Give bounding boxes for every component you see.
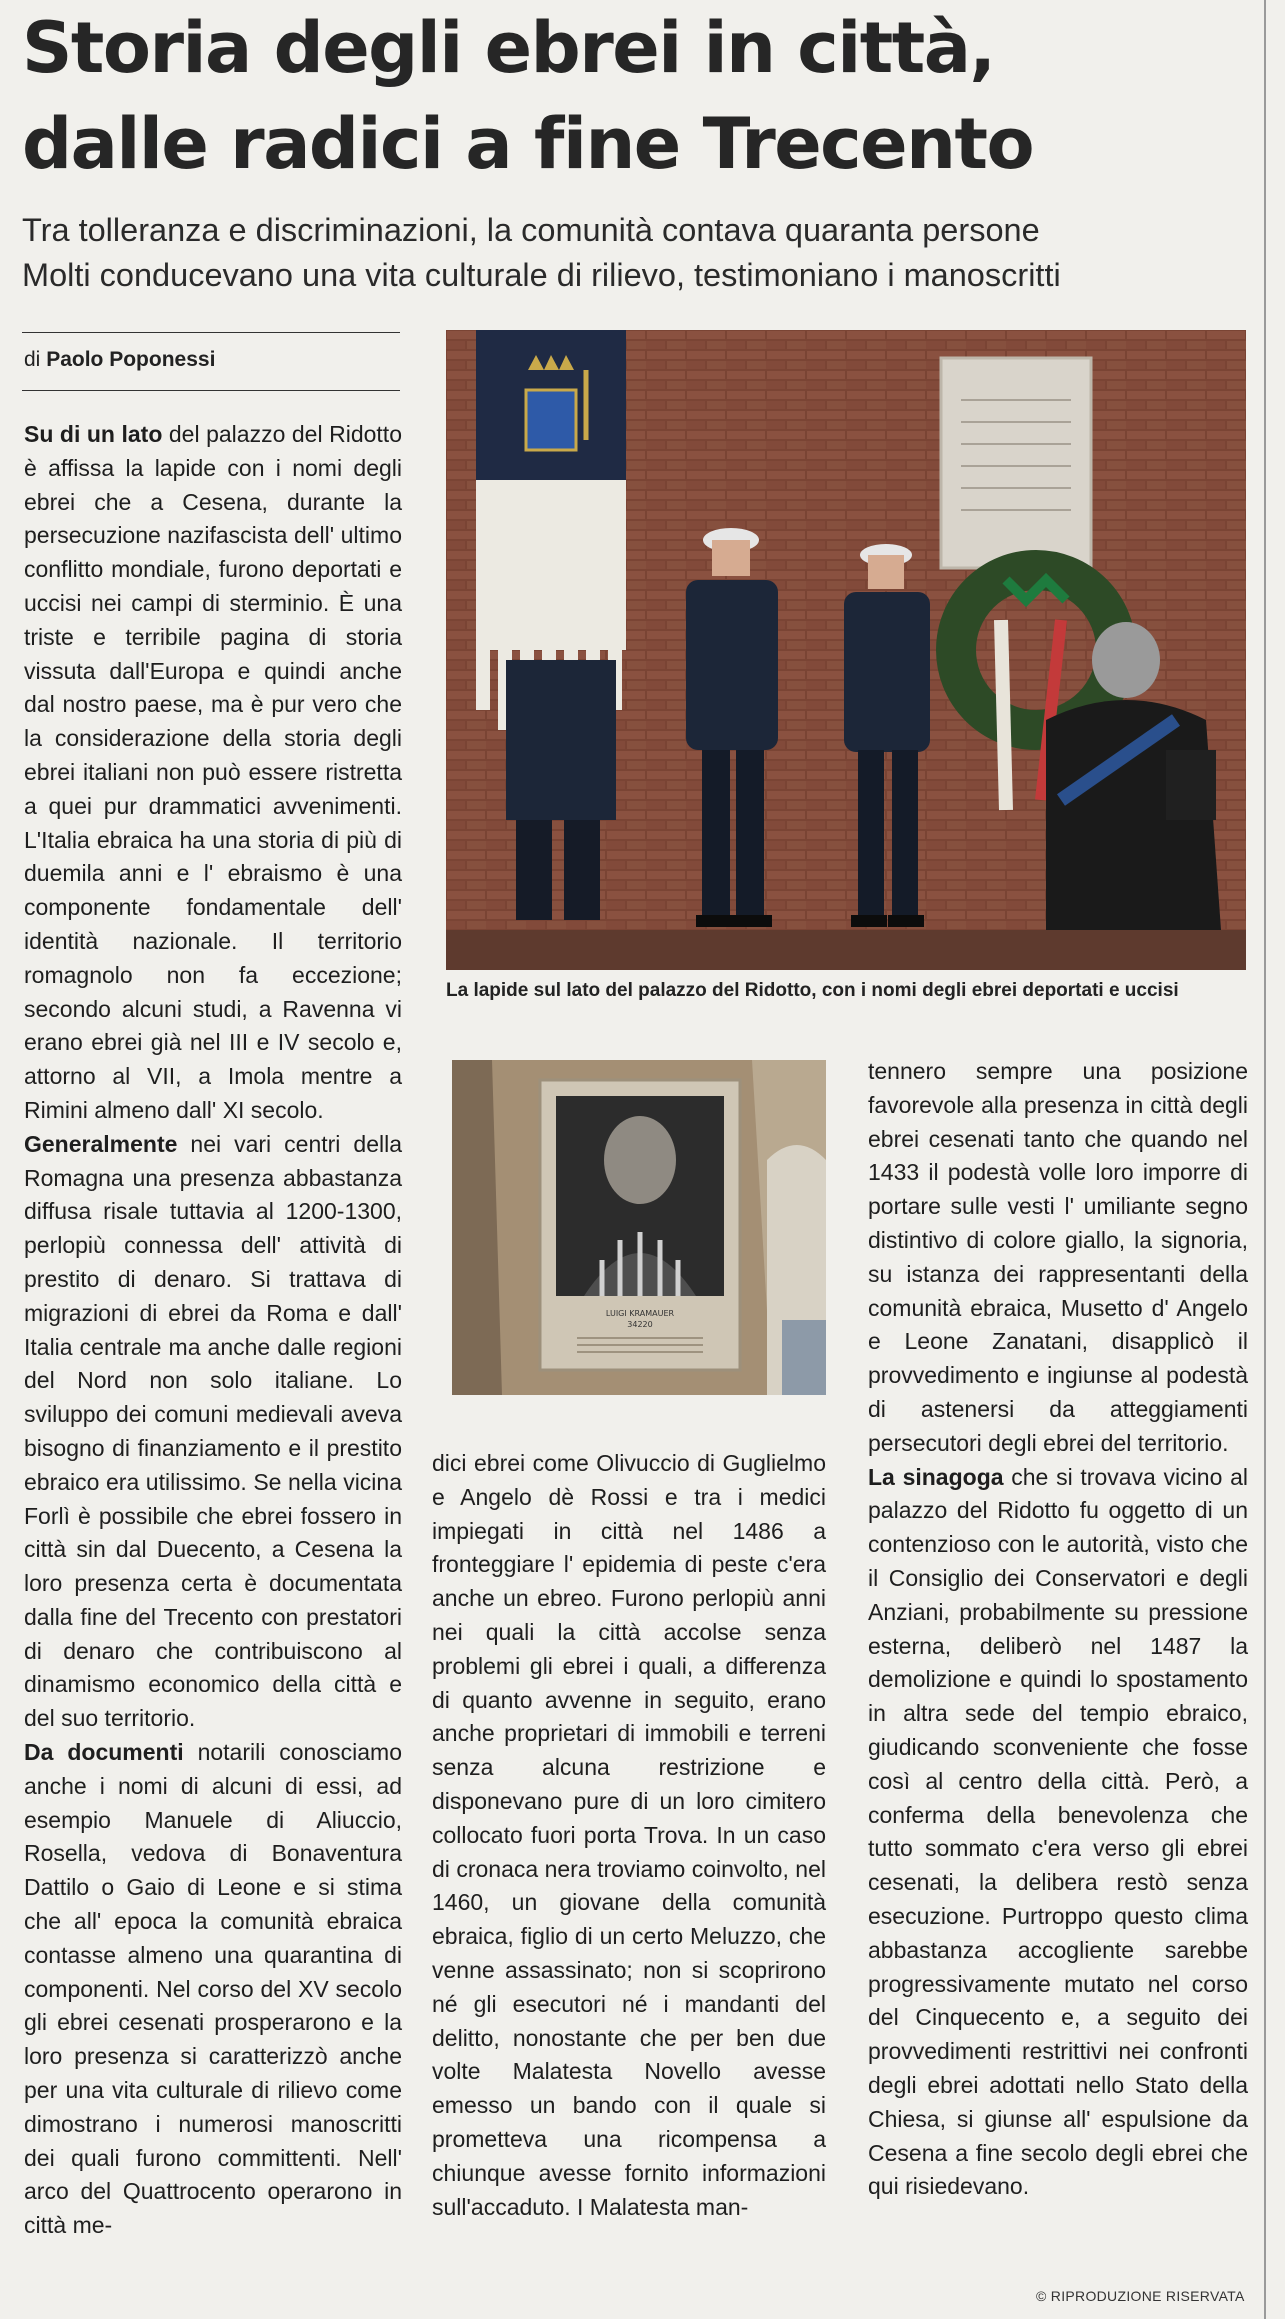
paragraph-1 bbox=[24, 418, 402, 1128]
headline-line-2: dalle radici a fine Trecento bbox=[22, 103, 1034, 185]
byline-rule-top bbox=[22, 332, 400, 333]
paragraph-3-lead: Da documenti bbox=[24, 1739, 184, 1766]
paragraph-3 bbox=[24, 1736, 402, 2243]
paragraph-1-lead: Su di un lato bbox=[24, 421, 163, 447]
column-2-text: dici ebrei come Olivuccio di Guglielmo e Angelo dè Rossi e tra i medici impiegati in città nel 1486 a fronteggiare l' epidemia di peste c'era anche un ebreo. Furono perlopiù anni nei quali la città accolse senza problemi gli ebrei i quali, a differenza di quanto avvenne in seguito, erano anche proprietari di immobili e terreni senza alcuna restrizione e disponevano pure di un loro cimitero collocato fuori porta Trova. In un caso di cronaca nera troviamo coinvolto, nel 1460, un giovane della comunità ebraica, figlio di un certo Meluzzo, che venne assassinato; non si scoprirono né gli esecutori né i mandanti del delitto, nonostante che per ben due volte Malatesta Novello avesse emesso un bando con il quale si prometteva una ricompensa a chiunque avesse fornito informazioni sull'accaduto. I Malatesta man- bbox=[432, 1450, 826, 2220]
headline bbox=[22, 0, 1252, 192]
subhead-line-1: Tra tolleranza e discriminazioni, la comunità contava quaranta persone bbox=[22, 212, 1040, 248]
article-column-2 bbox=[432, 1447, 826, 2224]
paragraph-2 bbox=[24, 1128, 402, 1736]
portrait-plaque-photo bbox=[452, 1060, 826, 1395]
paragraph-1-text: del palazzo del Ridotto è affissa la lapide con i nomi degli ebrei che a Cesena, durante la persecuzione nazifascista dell' ultimo conflitto mondiale, furono deportati e uccisi nei campi di sterminio. È una triste e terribile pagina di storia vissuta dall'Europa e quindi anche dal nostro paese, ma è pur vero che la considerazione della storia degli ebrei italiani non può essere ristretta a quei pur drammatici avvenimenti. L'Italia ebraica ha una storia di più di duemila anni e l' ebraismo è una componente fondamentale dell' identità nazionale. Il territorio romagnolo non fa eccezione; secondo alcuni studi, a Ravenna vi erano ebrei già nel III e IV secolo e, attorno al VII, a Imola mentre a Rimini almeno dall' XI secolo. bbox=[24, 421, 402, 1123]
column-divider bbox=[1264, 0, 1266, 2319]
paragraph-3-text: notarili conosciamo anche i nomi di alcuni di essi, ad esempio Manuele di Aliuccio, Rosella, vedova di Bonaventura Dattilo o Gaio di Leone e si stima che all' epoca la comunità ebraica contasse almeno una quarantina di componenti. Nel corso del XV secolo gli ebrei cesenati prosperarono e la loro presenza si caratterizzò anche per una vita culturale di rilievo come dimostrano i numerosi manoscritti dei quali furono committenti. Nell' arco del Quattrocento operarono in città me- bbox=[24, 1739, 402, 2239]
plaque-name: LUIGI KRAMAUER bbox=[605, 1309, 675, 1318]
portrait-plaque-illustration bbox=[452, 1060, 826, 1395]
article-column-3 bbox=[868, 1055, 1248, 2204]
headline-line-1: Storia degli ebrei in città, bbox=[22, 7, 995, 89]
paragraph-2-text: nei vari centri della Romagna una presenza abbastanza diffusa risale tuttavia al 1200-1300, perlopiù connessa dell' attività di prestito di denaro. Si trattava di migrazioni di ebrei da Roma e dall' Italia centrale ma anche dalle regioni del Nord non solo italiane. Lo sviluppo dei comuni medievali aveva bisogno di finanziamento e il prestito ebraico era utilissimo. Se nella vicina Forlì è possibile che ebrei fossero in città sin dal Duecento, a Cesena la loro presenza certa è documentata dalla fine del Trecento con prestatori di denaro che contribuiscono al dinamismo economico della città e del suo territorio. bbox=[24, 1130, 402, 1732]
column-3-paragraph-2 bbox=[868, 1461, 1248, 2205]
byline-author: Paolo Poponessi bbox=[46, 348, 216, 371]
byline-prefix: di bbox=[24, 348, 41, 371]
byline-rule-bottom bbox=[22, 390, 400, 391]
paragraph-2-lead: Generalmente bbox=[24, 1130, 178, 1157]
column-3-lead: La sinagoga bbox=[868, 1463, 1004, 1490]
ceremony-photo-illustration bbox=[446, 330, 1246, 970]
column-3-paragraph-1: tennero sempre una posizione favorevole alla presenza in città degli ebrei cesenati tanto che quando nel 1433 il podestà volle loro imporre di portare sulle vesti l' umiliante segno distintivo di colore giallo, la signoria, su istanza dei rappresentanti della comunità ebraica, Musetto d' Angelo e Leone Zanatani, disapplicò il provvedimento e ingiunse al podestà di astenersi da atteggiamenti persecutori degli ebrei del territorio. bbox=[868, 1058, 1248, 1456]
subheadline bbox=[22, 208, 1262, 298]
article-column-1 bbox=[24, 418, 402, 2243]
byline bbox=[24, 348, 215, 372]
copyright-notice: © RIPRODUZIONE RISERVATA bbox=[1036, 2288, 1245, 2304]
column-3-paragraph-2-text: che si trovava vicino al palazzo del Ridotto fu oggetto di un contenzioso con le autorità, visto che il Consiglio dei Conservatori e degli Anziani, probabilmente su pressione esterna, deliberò nel 1487 la demolizione e quindi lo spostamento in altra sede del tempio ebraico, giudicando sconveniente che fosse così al centro della città. Però, a conferma della benevolenza che tutto sommato c'era verso gli ebrei cesenati, la delibera restò senza esecuzione. Purtroppo questo clima abbastanza accogliente sarebbe progressivamente mutato nel corso del Cinquecento e, a seguito dei provvedimenti restrittivi nei confronti degli ebrei adottati nello Stato della Chiesa, si giunse all' espulsione da Cesena a fine secolo degli ebrei che qui risiedevano. bbox=[868, 1463, 1248, 2200]
photo-caption: La lapide sul lato del palazzo del Ridotto, con i nomi degli ebrei deportati e uccisi bbox=[446, 980, 1179, 1001]
subhead-line-2: Molti conducevano una vita culturale di rilievo, testimoniano i manoscritti bbox=[22, 257, 1061, 293]
plaque-number: 34220 bbox=[627, 1320, 653, 1329]
ceremony-photo bbox=[446, 330, 1246, 970]
